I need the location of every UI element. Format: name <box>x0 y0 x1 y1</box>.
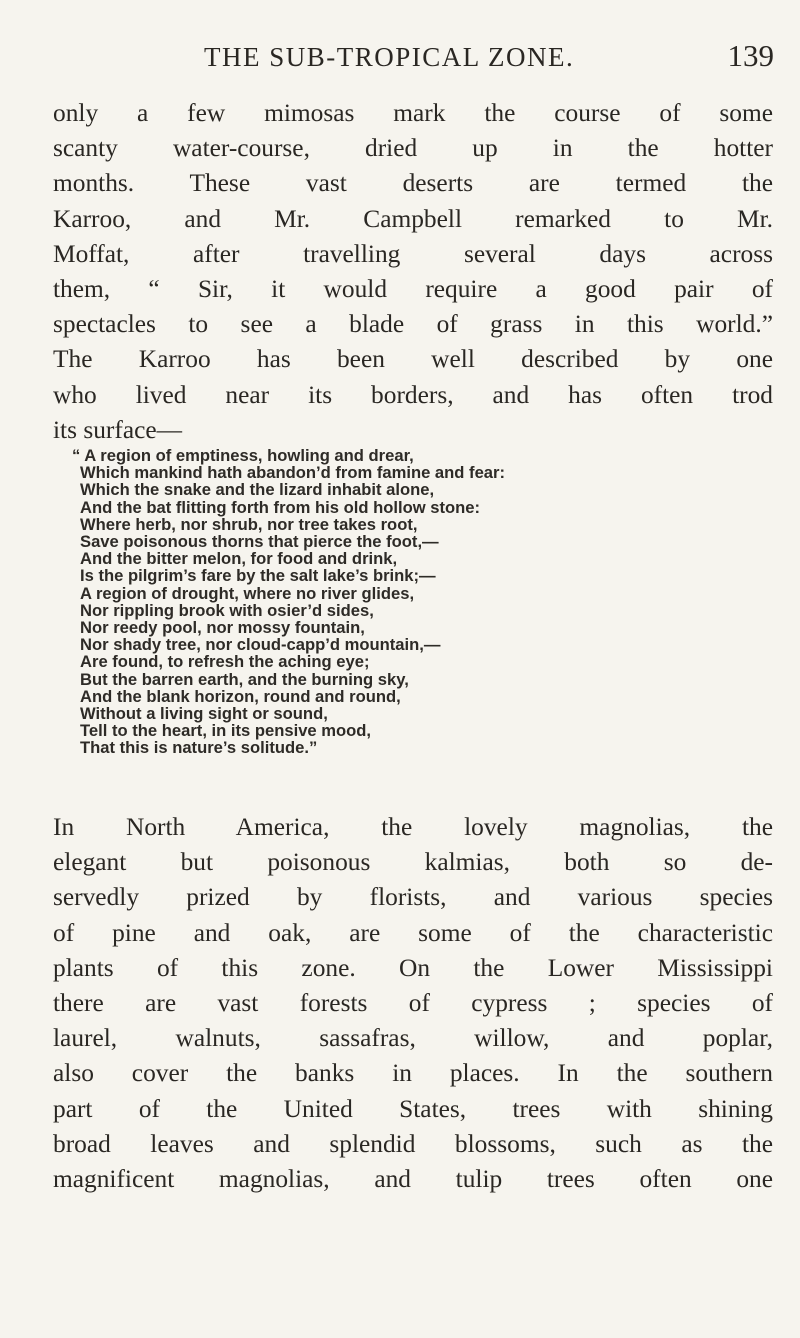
text-line: only a few mimosas mark the course of some <box>53 99 773 127</box>
poem-line: Tell to the heart, in its pensive mood, <box>80 721 372 741</box>
text-line: servedly prized by florists, and various species <box>53 883 773 912</box>
text-line: also cover the banks in places. In the southern <box>53 1059 773 1088</box>
text-line: plants of this zone. On the Lower Mississippi <box>53 953 773 982</box>
poem-line: Nor rippling brook with osier’d sides, <box>80 600 374 620</box>
poem-line: Where herb, nor shrub, nor tree takes root, <box>80 514 418 534</box>
poem-line: Which the snake and the lizard inhabit alone, <box>80 480 435 500</box>
poem-line: Save poisonous thorns that pierce the foot,— <box>80 532 439 552</box>
running-title: THE SUB-TROPICAL ZONE. <box>204 42 575 72</box>
poem-line: Without a living sight or sound, <box>80 704 328 724</box>
text-line: magnificent magnolias, and tulip trees often one <box>53 1165 773 1194</box>
text-line: laurel, walnuts, sassafras, willow, and poplar, <box>53 1024 773 1053</box>
text-line: The Karroo has been well described by one <box>53 345 773 374</box>
text-line: Moffat, after travelling several days across <box>53 239 773 268</box>
paragraph-north-america <box>53 810 773 1197</box>
running-head <box>30 38 778 78</box>
text-line: broad leaves and splendid blossoms, such as the <box>53 1129 773 1158</box>
poem-line: And the blank horizon, round and round, <box>80 686 401 706</box>
poem-line: Are found, to refresh the aching eye; <box>80 652 370 672</box>
page-number: 139 <box>727 38 774 73</box>
text-line: months. These vast deserts are termed the <box>53 169 773 198</box>
text-line: part of the United States, trees with shining <box>53 1094 773 1123</box>
text-line: spectacles to see a blade of grass in this world.” <box>53 310 773 339</box>
poem-line: Is the pilgrim’s fare by the salt lake’s brink;— <box>80 566 436 586</box>
text-line: In North America, the lovely magnolias, the <box>53 813 773 841</box>
poem-quotation <box>72 447 505 757</box>
text-line: who lived near its borders, and has often trod <box>53 380 773 409</box>
poem-line: Nor reedy pool, nor mossy fountain, <box>80 618 365 638</box>
poem-line: “ A region of emptiness, howling and drear, <box>72 446 414 465</box>
paragraph-karroo <box>53 96 773 448</box>
text-line: Karroo, and Mr. Campbell remarked to Mr. <box>53 204 773 233</box>
poem-line: And the bitter melon, for food and drink, <box>80 549 398 569</box>
poem-line: A region of drought, where no river glides, <box>80 583 415 603</box>
poem-line: That this is nature’s solitude.” <box>80 738 318 758</box>
text-line: its surface— <box>53 415 183 444</box>
poem-line: Nor shady tree, nor cloud-capp’d mountain,— <box>80 635 441 655</box>
text-line: of pine and oak, are some of the characteristic <box>53 918 773 947</box>
text-line: scanty water-course, dried up in the hotter <box>53 134 773 163</box>
poem-line: And the bat flitting forth from his old hollow stone: <box>80 497 481 517</box>
text-line: elegant but poisonous kalmias, both so de- <box>53 848 773 877</box>
text-line: them, “ Sir, it would require a good pair of <box>53 275 773 304</box>
poem-line: Which mankind hath abandon’d from famine and fear: <box>80 463 506 483</box>
poem-line: But the barren earth, and the burning sky, <box>80 669 409 689</box>
text-line: there are vast forests of cypress ; species of <box>53 989 773 1018</box>
